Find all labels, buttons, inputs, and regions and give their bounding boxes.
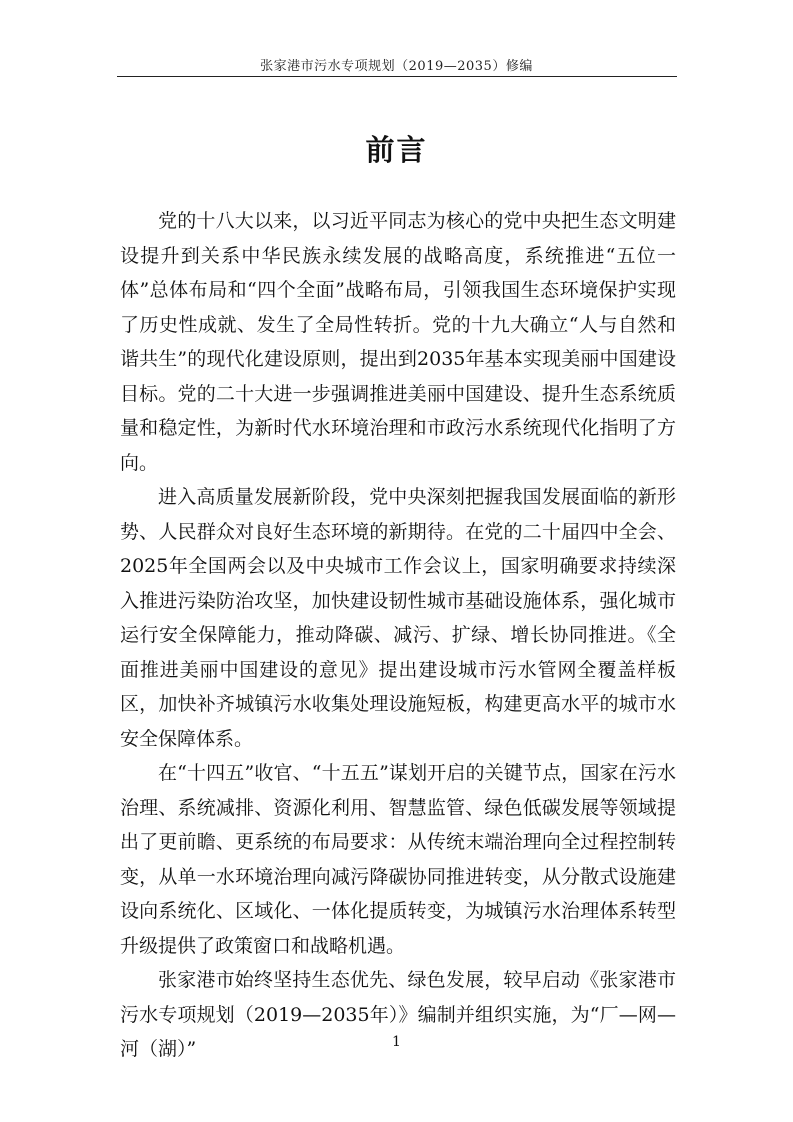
paragraph-4: 张家港市始终坚持生态优先、绿色发展，较早启动《张家港市污水专项规划（2019—2035年）》编制并组织实施，为“厂—网—河（湖）”	[120, 969, 676, 1060]
page-title: 前言	[365, 133, 428, 167]
running-header: 张家港市污水专项规划（2019—2035）修编	[260, 59, 533, 74]
header-rule	[117, 76, 677, 77]
paragraph-3: 在“十四五”收官、“十五五”谋划开启的关键节点，国家在污水治理、系统减排、资源化利用、智慧监管、绿色低碳发展等领域提出了更前瞻、更系统的布局要求：从传统末端治理向全过程控制转变，从单一水环境治理向减污降碳协同推进转变，从分散式设施建设向系统化、区域化、一体化提质转变，为城镇污水治理体系转型升级提供了政策窗口和战略机遇。	[120, 762, 676, 957]
paragraph-2: 进入高质量发展新阶段，党中央深刻把握我国发展面临的新形势、人民群众对良好生态环境的新期待。在党的二十届四中全会、2025年全国两会以及中央城市工作会议上，国家明确要求持续深入推进污染防治攻坚，加快建设韧性城市基础设施体系，强化城市运行安全保障能力，推动降碳、减污、扩绿、增长协同推进。《全面推进美丽中国建设的意见》提出建设城市污水管网全覆盖样板区，加快补齐城镇污水收集处理设施短板，构建更高水平的城市水安全保障体系。	[120, 486, 676, 750]
paragraph-1: 党的十八大以来，以习近平同志为核心的党中央把生态文明建设提升到关系中华民族永续发展的战略高度，系统推进“五位一体”总体布局和“四个全面”战略布局，引领我国生态环境保护实现了历史性成就、发生了全局性转折。党的十九大确立“人与自然和谐共生”的现代化建设原则，提出到2035年基本实现美丽中国建设目标。党的二十大进一步强调推进美丽中国建设、提升生态系统质量和稳定性，为新时代水环境治理和市政污水系统现代化指明了方向。	[120, 210, 676, 474]
page-number: 1	[392, 1034, 401, 1050]
body-text	[120, 204, 676, 1067]
